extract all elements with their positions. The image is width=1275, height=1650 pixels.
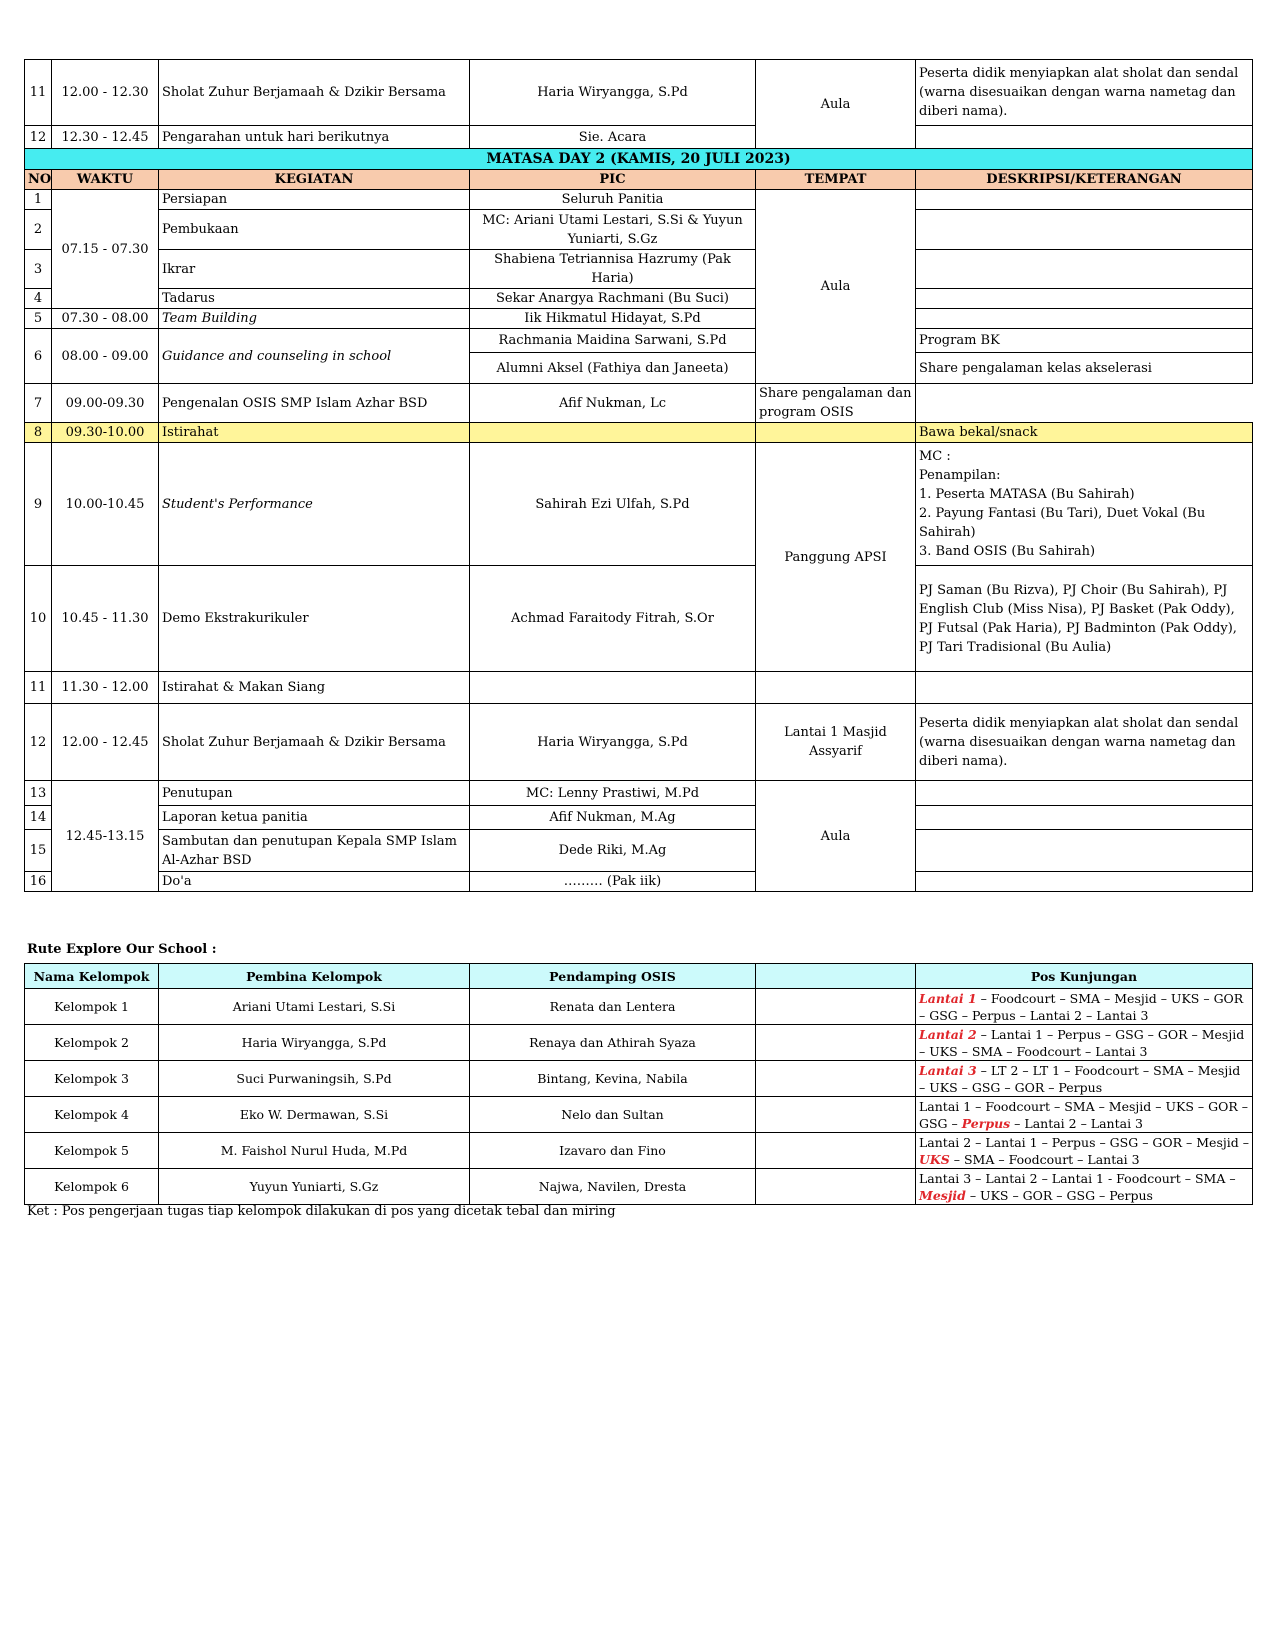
visits-highlight: UKS <box>919 1151 950 1167</box>
group-mentor: Suci Purwaningsih, S.Pd <box>159 1061 470 1097</box>
header-group: Nama Kelompok <box>25 964 159 989</box>
row-place <box>756 423 916 443</box>
row-no: 8 <box>25 423 52 443</box>
row-no: 13 <box>25 781 52 806</box>
desc-line: 3. Band OSIS (Bu Sahirah) <box>919 544 1096 559</box>
row-no: 2 <box>25 210 52 250</box>
row-pic: Haria Wiryangga, S.Pd <box>470 60 756 126</box>
row-time: 12.30 - 12.45 <box>52 126 159 149</box>
desc-line: 2. Payung Fantasi (Bu Tari), Duet Vokal (Bu Sahirah) <box>919 506 1206 540</box>
table-row <box>25 830 1253 872</box>
group-osis: Nelo dan Sultan <box>470 1097 756 1133</box>
row-activity: Sambutan dan penutupan Kepala SMP Islam Al-Azhar BSD <box>159 830 470 872</box>
route-note: Ket : Pos pengerjaan tugas tiap kelompok dilakukan di pos yang dicetak tebal dan miring <box>27 1204 616 1219</box>
table-row <box>25 190 1253 210</box>
visits-post: – Lantai 2 – Lantai 3 <box>1010 1115 1144 1131</box>
row-pic: Iik Hikmatul Hidayat, S.Pd <box>470 309 756 329</box>
group-osis: Bintang, Kevina, Nabila <box>470 1061 756 1097</box>
row-desc: Share pengalaman kelas akselerasi <box>916 353 1253 384</box>
empty-cell <box>756 1025 916 1061</box>
header-no: NO <box>25 170 52 190</box>
row-no: 1 <box>25 190 52 210</box>
row-activity: Penutupan <box>159 781 470 806</box>
table-header <box>25 964 1253 989</box>
row-desc <box>916 806 1253 830</box>
row-no: 16 <box>25 872 52 892</box>
visits-pre: Lantai 3 – Lantai 2 – Lantai 1 - Foodcourt – SMA – <box>919 1170 1236 1186</box>
group-visits <box>916 1061 1253 1097</box>
table-row <box>25 781 1253 806</box>
group-mentor: Haria Wiryangga, S.Pd <box>159 1025 470 1061</box>
row-desc <box>916 250 1253 289</box>
day2-title: MATASA DAY 2 (KAMIS, 20 JULI 2023) <box>25 149 1253 170</box>
table-row <box>25 704 1253 781</box>
group-visits <box>916 1133 1253 1169</box>
row-place: Panggung APSI <box>756 443 916 672</box>
table-row <box>25 329 1253 353</box>
group-name: Kelompok 1 <box>25 989 159 1025</box>
row-desc: Bawa bekal/snack <box>916 423 1253 443</box>
row-place: Aula <box>756 60 916 149</box>
row-pic: Rachmania Maidina Sarwani, S.Pd <box>470 329 756 353</box>
row-pic: Afif Nukman, Lc <box>470 384 756 423</box>
row-no: 15 <box>25 830 52 872</box>
route-table <box>24 963 1253 1205</box>
row-time: 09.00-09.30 <box>52 384 159 423</box>
row-pic: Haria Wiryangga, S.Pd <box>470 704 756 781</box>
table-row <box>25 250 1253 289</box>
row-place <box>756 672 916 704</box>
row-pic: Shabiena Tetriannisa Hazrumy (Pak Haria) <box>470 250 756 289</box>
table-row <box>25 309 1253 329</box>
table-row <box>25 672 1253 704</box>
visits-highlight: Lantai 2 <box>919 1026 977 1042</box>
row-place: Aula <box>756 781 916 892</box>
row-time: 12.00 - 12.45 <box>52 704 159 781</box>
header-activity: KEGIATAN <box>159 170 470 190</box>
visits-pre: Lantai 2 – Lantai 1 – Perpus – GSG – GOR – Mesjid – <box>919 1134 1249 1150</box>
table-row <box>25 60 1253 126</box>
visits-post: – SMA – Foodcourt – Lantai 3 <box>949 1151 1140 1167</box>
row-no: 12 <box>25 126 52 149</box>
row-desc <box>916 126 1253 149</box>
row-pic: Afif Nukman, M.Ag <box>470 806 756 830</box>
row-pic <box>470 423 756 443</box>
day-banner <box>25 149 1253 170</box>
visits-highlight: Lantai 1 <box>919 990 977 1006</box>
row-desc <box>916 443 1253 566</box>
row-pic: Sekar Anargya Rachmani (Bu Suci) <box>470 289 756 309</box>
row-activity: Pembukaan <box>159 210 470 250</box>
group-visits <box>916 1097 1253 1133</box>
row-no: 9 <box>25 443 52 566</box>
empty-cell <box>756 1097 916 1133</box>
row-activity: Do'a <box>159 872 470 892</box>
row-desc: Share pengalaman dan program OSIS <box>756 384 916 423</box>
group-name: Kelompok 6 <box>25 1169 159 1205</box>
group-osis: Renaya dan Athirah Syaza <box>470 1025 756 1061</box>
table-row <box>25 443 1253 566</box>
row-time: 11.30 - 12.00 <box>52 672 159 704</box>
table-row <box>25 1133 1253 1169</box>
group-name: Kelompok 3 <box>25 1061 159 1097</box>
visits-highlight: Lantai 3 <box>919 1062 977 1078</box>
table-row <box>25 384 1253 423</box>
row-desc: Peserta didik menyiapkan alat sholat dan sendal (warna disesuaikan dengan warna nametag dan diberi nama). <box>916 60 1253 126</box>
row-activity: Guidance and counseling in school <box>159 329 470 384</box>
row-pic: Sahirah Ezi Ulfah, S.Pd <box>470 443 756 566</box>
group-mentor: Yuyun Yuniarti, S.Gz <box>159 1169 470 1205</box>
header-place: TEMPAT <box>756 170 916 190</box>
row-desc: Program BK <box>916 329 1253 353</box>
visits-post: – Foodcourt – SMA – Mesjid – UKS – GOR – GSG – Perpus – Lantai 2 – Lantai 3 <box>919 990 1244 1023</box>
group-mentor: Eko W. Dermawan, S.Si <box>159 1097 470 1133</box>
table-header <box>25 170 1253 190</box>
group-mentor: Ariani Utami Lestari, S.Si <box>159 989 470 1025</box>
group-name: Kelompok 2 <box>25 1025 159 1061</box>
row-time: 07.15 - 07.30 <box>52 190 159 309</box>
row-activity: Laporan ketua panitia <box>159 806 470 830</box>
row-pic: ……… (Pak iik) <box>470 872 756 892</box>
row-activity: Pengarahan untuk hari berikutnya <box>159 126 470 149</box>
group-osis: Najwa, Navilen, Dresta <box>470 1169 756 1205</box>
header-time: WAKTU <box>52 170 159 190</box>
row-desc <box>916 781 1253 806</box>
row-pic: Dede Riki, M.Ag <box>470 830 756 872</box>
row-activity: Persiapan <box>159 190 470 210</box>
visits-post: – UKS – GOR – GSG – Perpus <box>965 1187 1153 1203</box>
desc-line: MC : <box>919 449 951 464</box>
group-visits <box>916 1025 1253 1061</box>
empty-cell <box>756 989 916 1025</box>
row-no: 6 <box>25 329 52 384</box>
row-activity: Student's Performance <box>159 443 470 566</box>
row-no: 12 <box>25 704 52 781</box>
row-desc <box>916 190 1253 210</box>
table-row <box>25 872 1253 892</box>
visits-highlight: Perpus <box>961 1115 1011 1131</box>
row-no: 3 <box>25 250 52 289</box>
row-desc <box>916 309 1253 329</box>
schedule-table <box>24 59 1253 892</box>
table-row <box>25 1061 1253 1097</box>
row-activity: Ikrar <box>159 250 470 289</box>
header-visits: Pos Kunjungan <box>916 964 1253 989</box>
group-mentor: M. Faishol Nurul Huda, M.Pd <box>159 1133 470 1169</box>
row-activity: Demo Ekstrakurikuler <box>159 566 470 672</box>
row-time: 12.00 - 12.30 <box>52 60 159 126</box>
group-visits <box>916 989 1253 1025</box>
row-pic: Sie. Acara <box>470 126 756 149</box>
table-row <box>25 1169 1253 1205</box>
visits-post: – Lantai 1 – Perpus – GSG – GOR – Mesjid – UKS – SMA – Foodcourt – Lantai 3 <box>919 1026 1245 1059</box>
row-activity: Pengenalan OSIS SMP Islam Azhar BSD <box>159 384 470 423</box>
row-desc <box>916 872 1253 892</box>
table-row <box>25 566 1253 672</box>
table-row <box>25 1097 1253 1133</box>
row-time: 09.30-10.00 <box>52 423 159 443</box>
empty-cell <box>756 1061 916 1097</box>
row-no: 5 <box>25 309 52 329</box>
group-name: Kelompok 5 <box>25 1133 159 1169</box>
row-time: 12.45-13.15 <box>52 781 159 892</box>
row-desc <box>916 289 1253 309</box>
row-time: 10.00-10.45 <box>52 443 159 566</box>
group-visits <box>916 1169 1253 1205</box>
table-row <box>25 423 1253 443</box>
row-pic <box>470 672 756 704</box>
table-row <box>25 1025 1253 1061</box>
header-mentor: Pembina Kelompok <box>159 964 470 989</box>
group-osis: Izavaro dan Fino <box>470 1133 756 1169</box>
route-title: Rute Explore Our School : <box>27 942 217 957</box>
row-pic: Achmad Faraitody Fitrah, S.Or <box>470 566 756 672</box>
row-pic: Seluruh Panitia <box>470 190 756 210</box>
row-pic: MC: Ariani Utami Lestari, S.Si & Yuyun Yuniarti, S.Gz <box>470 210 756 250</box>
row-activity: Team Building <box>159 309 470 329</box>
empty-cell <box>756 1133 916 1169</box>
row-time: 07.30 - 08.00 <box>52 309 159 329</box>
group-name: Kelompok 4 <box>25 1097 159 1133</box>
row-no: 14 <box>25 806 52 830</box>
group-osis: Renata dan Lentera <box>470 989 756 1025</box>
table-row <box>25 210 1253 250</box>
row-place: Lantai 1 Masjid Assyarif <box>756 704 916 781</box>
row-time: 08.00 - 09.00 <box>52 329 159 384</box>
row-pic: MC: Lenny Prastiwi, M.Pd <box>470 781 756 806</box>
row-desc: Peserta didik menyiapkan alat sholat dan sendal (warna disesuaikan dengan warna nametag dan diberi nama). <box>916 704 1253 781</box>
empty-cell <box>756 1169 916 1205</box>
header-desc: DESKRIPSI/KETERANGAN <box>916 170 1253 190</box>
row-pic: Alumni Aksel (Fathiya dan Janeeta) <box>470 353 756 384</box>
row-no: 10 <box>25 566 52 672</box>
row-desc: PJ Saman (Bu Rizva), PJ Choir (Bu Sahirah), PJ English Club (Miss Nisa), PJ Basket (Pak Oddy), PJ Futsal (Pak Haria), PJ Badminton (Pak Oddy), PJ Tari Tradisional (Bu Aulia) <box>916 566 1253 672</box>
row-activity: Sholat Zuhur Berjamaah & Dzikir Bersama <box>159 60 470 126</box>
visits-pre: Lantai 1 – Foodcourt – SMA – Mesjid – UKS – GOR – GSG – <box>919 1098 1248 1131</box>
desc-line: Penampilan: <box>919 468 1001 483</box>
visits-post: – LT 2 – LT 1 – Foodcourt – SMA – Mesjid – UKS – GSG – GOR – Perpus <box>919 1062 1241 1095</box>
row-activity: Sholat Zuhur Berjamaah & Dzikir Bersama <box>159 704 470 781</box>
header-osis: Pendamping OSIS <box>470 964 756 989</box>
table-row <box>25 989 1253 1025</box>
table-row <box>25 289 1253 309</box>
header-pic: PIC <box>470 170 756 190</box>
table-row <box>25 126 1253 149</box>
header-blank <box>756 964 916 989</box>
row-time: 10.45 - 11.30 <box>52 566 159 672</box>
row-activity: Tadarus <box>159 289 470 309</box>
row-desc <box>916 210 1253 250</box>
row-no: 11 <box>25 672 52 704</box>
visits-highlight: Mesjid <box>919 1187 966 1203</box>
row-desc <box>916 830 1253 872</box>
row-no: 4 <box>25 289 52 309</box>
row-activity: Istirahat <box>159 423 470 443</box>
desc-line: 1. Peserta MATASA (Bu Sahirah) <box>919 487 1135 502</box>
row-no: 7 <box>25 384 52 423</box>
table-row <box>25 806 1253 830</box>
row-activity: Istirahat & Makan Siang <box>159 672 470 704</box>
row-desc <box>916 672 1253 704</box>
row-place: Aula <box>756 190 916 384</box>
row-no: 11 <box>25 60 52 126</box>
